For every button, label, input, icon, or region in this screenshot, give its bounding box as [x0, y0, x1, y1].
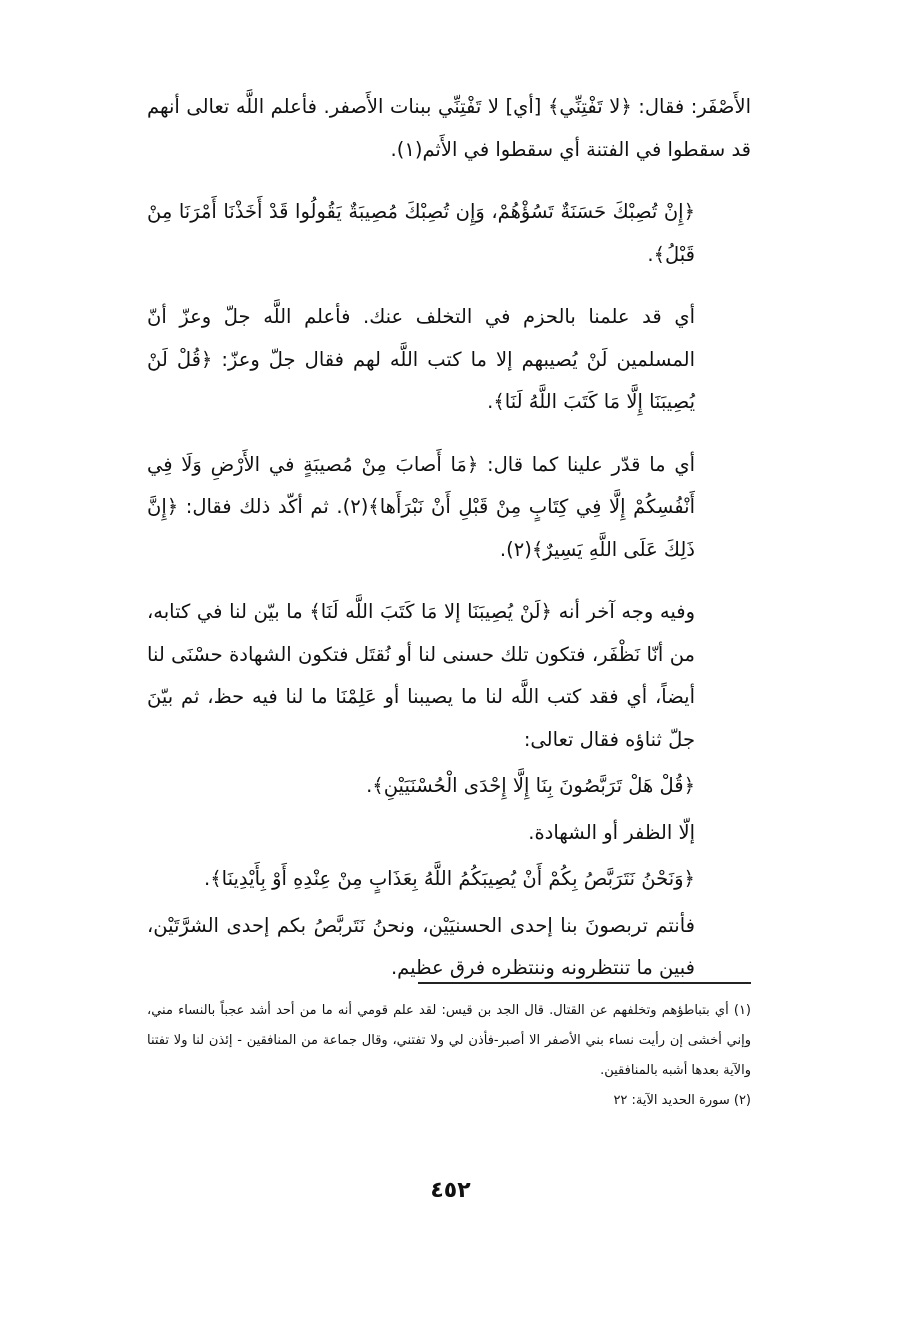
paragraph-7: إلّا الظفر أو الشهادة.: [528, 820, 695, 844]
footnote-1: (١) أي بتباطؤهم وتخلفهم عن القتال. قال الجد بن قيس: لقد علم قومي أنه ما من أحد أشد عجباً بالنساء مني، وإني أخشى إن رأيت نساء بني الأصفر الا أصبر-فأذن لي ولا تفتني، وقال جماعة من المنافقين - إئذن لنا ولا تفتنا والآية بعدها أشبه بالمنافقين.: [147, 1003, 751, 1078]
paragraph-3: أي قد علمنا بالحزم في التخلف عنك. فأعلم اللَّه جلّ وعزّ أنّ المسلمين لَنْ يُصيبهم إلا ما كتب اللَّه لهم فقال جلّ وعزّ: ﴿قُلْ لَنْ يُصِيبَنَا إِلَّا مَا كَتَبَ اللَّهُ لَنَا﴾.: [147, 305, 695, 413]
footnote-separator: [418, 982, 751, 984]
paragraph-8-quran-verse: ﴿وَنَحْنُ نَتَرَبَّصُ بِكُمْ أَنْ يُصِيبَكُمُ اللَّهُ بِعَذَابٍ مِنْ عِنْدِهِ أَوْ بِأَيْدِينَا﴾.: [204, 867, 695, 890]
main-text: [147, 86, 751, 1010]
footnote-2: (٢) سورة الحديد الآية: ٢٢: [613, 1093, 751, 1108]
paragraph-9: فأنتم تربصونَ بنا إحدى الحسنيَيْن، ونحنُ نَتَربَّصُ بكم إحدى الشرَّتَيْن، فبين ما تنتظرونه وننتظره فرق عظيم.: [147, 913, 695, 979]
paragraph-1: الأَصْفَر: فقال: ﴿لا تَفْتِنِّي﴾ [أي] لا تَفْتِنِّي ببنات الأَصفر. فأعلم اللَّه تعالى أنهم قد سقطوا في الفتنة أي سقطوا في الأَثم(١).: [147, 95, 751, 161]
paragraph-5: وفيه وجه آخر أنه ﴿لَنْ يُصِيبَنَا إلا مَا كَتَبَ اللَّه لَنَا﴾ ما بيّن لنا في كتابه، من أنّا نَظْفَر، فتكون تلك حسنى لنا أو نُقتَل فتكون الشهادة حسْنَى لنا أيضاً، أي فقد كتب اللَّه لنا ما يصيبنا أو عَلِمْنَا ما لنا فيه حظ، ثم بيّنَ جلّ ثناؤه فقال تعالى:: [147, 600, 695, 751]
paragraph-4: أي ما قدّر علينا كما قال: ﴿مَا أَصابَ مِنْ مُصيبَةٍ في الأَرْضِ وَلَا فِي أَنْفُسِكُمْ إِلَّا فِي كِتَابٍ مِنْ قَبْلِ أَنْ نَبْرَأَها﴾(٢). ثم أكّد ذلك فقال: ﴿إِنَّ ذَلِكَ عَلَى اللَّهِ يَسِيرٌ﴾(٢).: [147, 452, 695, 561]
footnotes: [147, 996, 751, 1116]
paragraph-2-quran-verse: ﴿إِنْ تُصِبْكَ حَسَنَةٌ تَسُؤْهُمْ، وَإِن تُصِبْكَ مُصِيبَةٌ يَقُولُوا قَدْ أَخَذْنَا أَمْرَنَا مِنْ قَبْلُ﴾.: [147, 200, 695, 266]
page-number: ٤٥٢: [430, 1178, 471, 1203]
paragraph-6-quran-verse: ﴿قُلْ هَلْ تَرَبَّصُونَ بِنَا إِلَّا إِحْدَى الْحُسْنَيَيْنِ﴾.: [366, 774, 695, 797]
